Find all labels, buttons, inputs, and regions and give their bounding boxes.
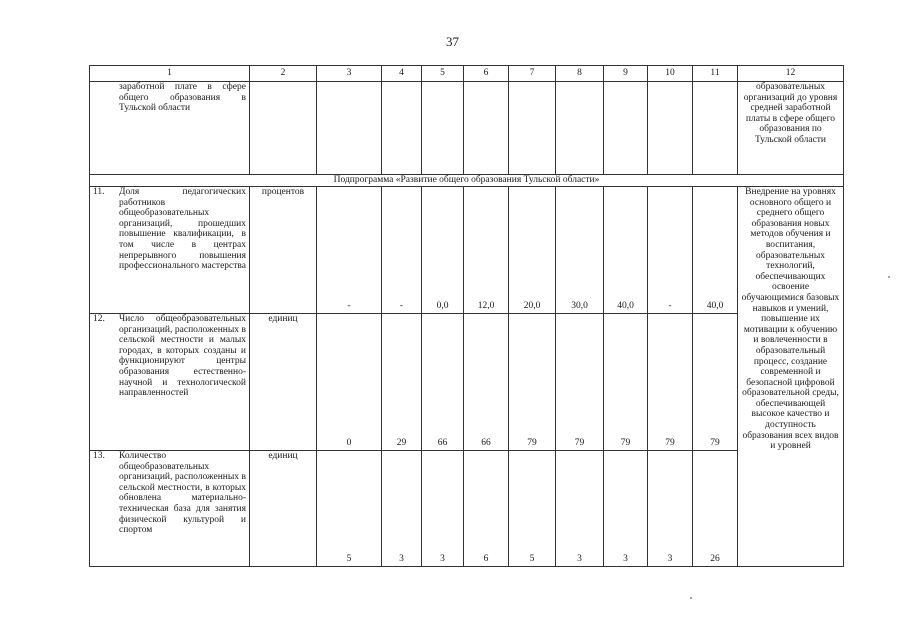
value-cell: - [317,187,382,314]
table-row [90,451,844,567]
unit-cell: единиц [250,451,317,567]
value-cell: 66 [422,314,464,451]
indicator-cell [90,451,250,567]
subprogram-row [90,175,844,187]
indicator-cell [90,314,250,451]
value-cell: 3 [422,451,464,567]
value-cell: 79 [648,314,693,451]
indicator-text: Число общеобразовательных организаций, расположенных в сельской местности и малых городах, в которых созданы и функционируют центры образования естественно-научной и технологической направленностей [119,314,246,399]
value-cell: 5 [317,451,382,567]
indicator-text: Доля педагогических работников общеобразовательных организаций, прошедших повышение квалификации, в том числе в центрах непрерывного повышения профессионального мастерства [119,187,246,272]
value-cell: 26 [693,451,738,567]
value-cell: 79 [604,314,648,451]
value-cell: 79 [556,314,604,451]
header-row [90,66,844,82]
row-index: 13. [93,451,105,461]
header-cell: 11 [693,66,738,82]
value-cell: 5 [509,451,556,567]
value-cell: 79 [509,314,556,451]
value-cell: - [382,187,422,314]
value-cell: 40,0 [693,187,738,314]
result-cell: Внедрение на уровнях основного общего и среднего общего образования новых методов обучения и воспитания, образовательных технологий, обеспечивающих освоение обучающимися базовых навыков и умений, повышение их мотивации к обучению и вовлеченности в образовательный процесс, создание современной и безопасной цифровой образовательной среды, обеспечивающей высокое качество и доступность образования всех видов и уровней [738,187,844,567]
table-row [90,314,844,451]
value-cell: 3 [556,451,604,567]
value-cell: 79 [693,314,738,451]
scan-speck [888,276,890,278]
header-cell: 7 [509,66,556,82]
value-cell: 3 [648,451,693,567]
header-cell: 5 [422,66,464,82]
continuation-row [90,82,844,175]
header-cell: 3 [317,66,382,82]
row-index: 11. [93,187,105,197]
unit-cell: единиц [250,314,317,451]
row-index: 12. [93,314,105,324]
header-cell: 8 [556,66,604,82]
indicator-cell [90,187,250,314]
value-cell: 40,0 [604,187,648,314]
header-cell: 12 [738,66,844,82]
value-cell: 3 [604,451,648,567]
header-cell: 2 [250,66,317,82]
value-cell: 3 [382,451,422,567]
header-cell: 9 [604,66,648,82]
header-cell: 4 [382,66,422,82]
subprogram-title: Подпрограмма «Развитие общего образования Тульской области» [90,175,844,187]
value-cell: 29 [382,314,422,451]
page-number: 37 [446,34,459,49]
continuation-result: образовательных организаций до уровня средней заработной платы в сфере общего образования по Тульской области [738,82,844,175]
continuation-indicator: заработной плате в сфере общего образования в Тульской области [90,82,250,175]
indicators-table [89,65,844,567]
value-cell: - [648,187,693,314]
value-cell: 0,0 [422,187,464,314]
value-cell: 6 [464,451,509,567]
unit-cell: процентов [250,187,317,314]
indicator-text: Количество общеобразовательных организаций, расположенных в сельской местности, в которых обновлена материально-техническая база для занятия физической культурой и спортом [119,451,246,536]
header-cell: 6 [464,66,509,82]
header-cell: 1 [90,66,250,82]
scan-speck [690,597,692,599]
value-cell: 30,0 [556,187,604,314]
table-row [90,187,844,314]
value-cell: 12,0 [464,187,509,314]
value-cell: 66 [464,314,509,451]
value-cell: 0 [317,314,382,451]
header-cell: 10 [648,66,693,82]
value-cell: 20,0 [509,187,556,314]
